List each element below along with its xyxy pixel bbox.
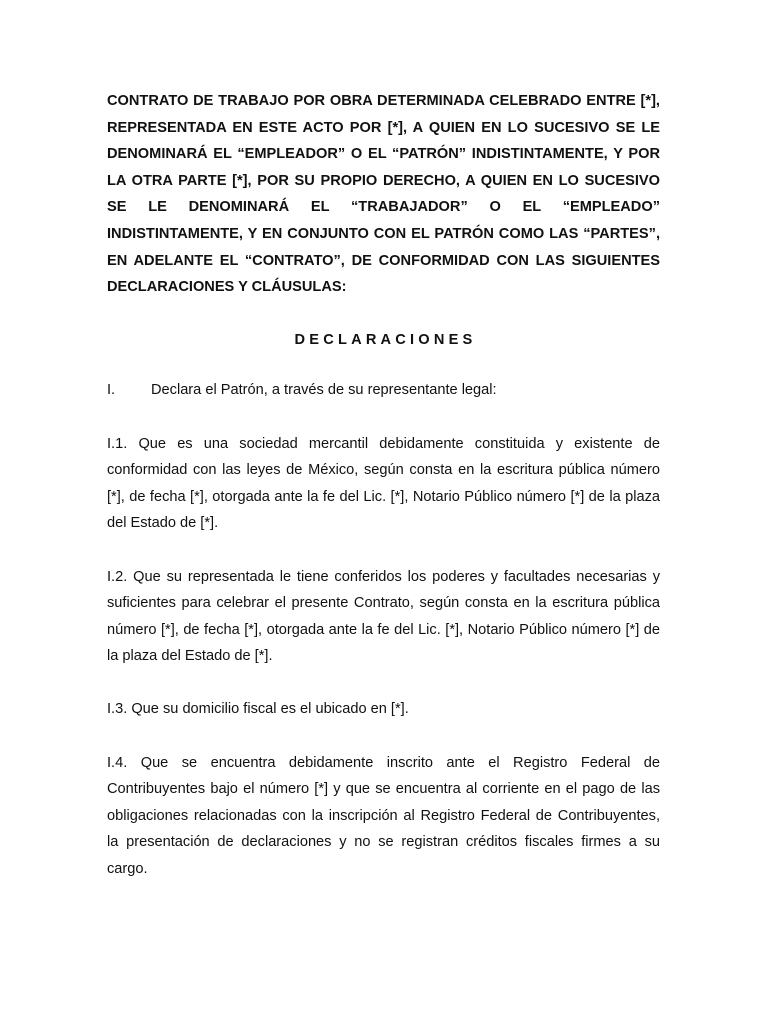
section-title-declaraciones: DECLARACIONES [294, 331, 477, 348]
clause-i-1: I.1. Que es una sociedad mercantil debidamente constituida y existente de conformidad con las leyes de México, según consta en la escritura pública número [*], de fecha [*], otorgada ante la fe del Lic. [*], Notario Público número [*] de la plaza del Estado de [*]. [107, 435, 660, 532]
clause-i-3: I.3. Que su domicilio fiscal es el ubicado en [*]. [107, 701, 409, 718]
clause-i-4: I.4. Que se encuentra debidamente inscrito ante el Registro Federal de Contribuyentes bajo el número [*] y que se encuentra al corriente en el pago de las obligaciones relacionadas con la inscripción al Registro Federal de Contribuyentes, la presentación de declaraciones y no se registran créditos fiscales firmes a su cargo. [107, 754, 660, 878]
contract-heading: CONTRATO DE TRABAJO POR OBRA DETERMINADA CELEBRADO ENTRE [*], REPRESENTADA EN ESTE ACTO POR [*], A QUIEN EN LO SUCESIVO SE LE DENOMINARÁ EL “EMPLEADOR” O EL “PATRÓN” INDISTINTAMENTE, Y POR LA OTRA PARTE [*], POR SU PROPIO DERECHO, A QUIEN EN LO SUCESIVO SE LE DENOMINARÁ EL “TRABAJADOR” O EL “EMPLEADO” INDISTINTAMENTE, Y EN CONJUNTO CON EL PATRÓN COMO LAS “PARTES”, EN ADELANTE EL “CONTRATO”, DE CONFORMIDAD CON LAS SIGUIENTES DECLARACIONES Y CLÁUSULAS: [107, 93, 660, 296]
declaration-intro-text: Declara el Patrón, a través de su representante legal: [151, 382, 497, 399]
clause-i-2: I.2. Que su representada le tiene conferidos los poderes y facultades necesarias y suficientes para celebrar el presente Contrato, según consta en la escritura pública número [*], de fecha [*], otorgada ante la fe del Lic. [*], Notario Público número [*] de la plaza del Estado de [*]. [107, 568, 660, 665]
declaration-number: I. [107, 382, 116, 399]
declaration-intro [107, 377, 660, 404]
document-page [107, 88, 660, 883]
